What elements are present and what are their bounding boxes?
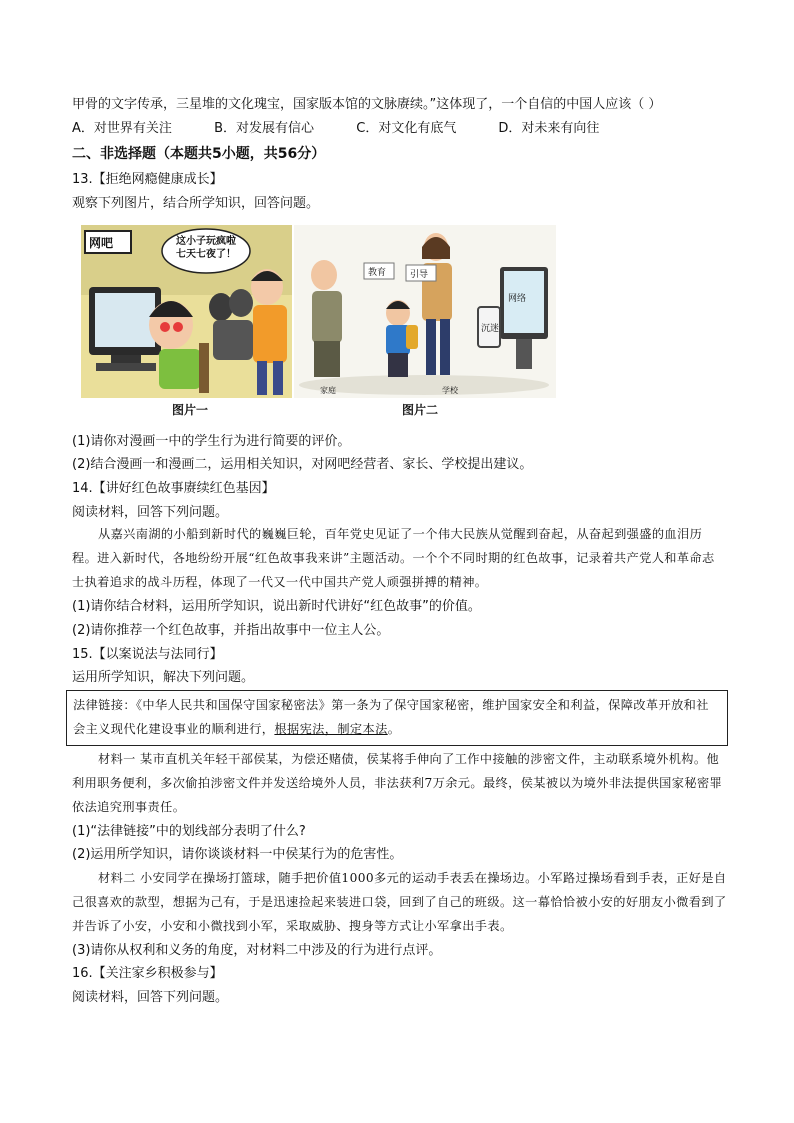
pic2-label-education: 教育 xyxy=(368,268,387,278)
q14-sub1: (1)请你结合材料，运用所学知识，说出新时代讲好“红色故事”的价值。 xyxy=(72,599,481,614)
q14-sub2: (2)请你推荐一个红色故事，并指出故事中一位主人公。 xyxy=(72,623,390,638)
pic1-caption: 图片一 xyxy=(172,403,209,417)
cartoon-family-school xyxy=(294,225,556,398)
q12-options xyxy=(72,119,599,139)
pic2-label-guide: 引导 xyxy=(410,270,429,280)
pic2-label-family: 家庭 xyxy=(320,386,336,395)
q13-instruction: 观察下列图片，结合所学知识，回答问题。 xyxy=(72,196,320,211)
q15-instruction: 运用所学知识，解决下列问题。 xyxy=(72,670,255,685)
law-link-underlined: 根据宪法，制定本法 xyxy=(274,722,388,736)
law-link-box xyxy=(66,690,728,746)
q15-heading: 15.【以案说法与法同行】 xyxy=(72,647,223,662)
cartoon-internet-cafe xyxy=(81,225,292,398)
pic2-label-addiction: 沉迷 xyxy=(481,324,500,334)
q14-material: 从嘉兴南湖的小船到新时代的巍巍巨轮，百年党史见证了一个伟大民族从觉醒到奋起，从奋起到强盛的血泪历程。进入新时代，各地纷纷开展“红色故事我来讲”主题活动。一个个不同时期的红色故事，记录着共产党人和革命志士执着追求的战斗历程，体现了一代又一代中国共产党人顽强拼搏的精神。 xyxy=(72,527,715,589)
q12-option-d[interactable]: D．对未来有向往 xyxy=(498,121,600,136)
pic2-label-school: 学校 xyxy=(442,386,458,395)
law-link-text: 法律链接：《中华人民共和国保守国家秘密法》第一条为了保守国家秘密，维护国家安全和利益，保障改革开放和社会主义现代化建设事业的顺利进行， xyxy=(73,698,709,736)
q13-sub2: (2)结合漫画一和漫画二，运用相关知识，对网吧经营者、家长、学校提出建议。 xyxy=(72,457,533,472)
pic2-caption: 图片二 xyxy=(402,403,439,417)
q15-material1: 材料一 某市直机关年轻干部侯某，为偿还赌债，侯某将手伸向了工作中接触的涉密文件，主动联系境外机构。他利用职务便利，多次偷拍涉密文件并发送给境外人员，非法获利7万余元。最终，侯某被以为境外非法提供国家秘密罪依法追究刑事责任。 xyxy=(72,752,723,814)
q12-option-b[interactable]: B．对发展有信心 xyxy=(214,121,315,136)
cafe-sign-text: 网吧 xyxy=(89,236,114,250)
q15-material2: 材料二 小安同学在操场打篮球，随手把价值1000多元的运动手表丢在操场边。小军路过操场看到手表，正好是自己很喜欢的款型，想据为己有，于是迅速捡起来装进口袋，回到了自己的班级。这一幕恰恰被小安的好朋友小微看到了并告诉了小安，小安和小微找到小军，采取威胁、搜身等方式让小军拿出手表。 xyxy=(72,871,727,933)
law-link-end: 。 xyxy=(387,722,401,736)
q15-sub3: (3)请你从权利和义务的角度，对材料二中涉及的行为进行点评。 xyxy=(72,943,442,958)
q14-heading: 14.【讲好红色故事赓续红色基因】 xyxy=(72,481,275,496)
speech-bubble-text: 这小子玩疯啦 七天七夜了！ xyxy=(176,236,236,260)
q12-stem-tail: 甲骨的文字传承，三星堆的文化瑰宝，国家版本馆的文脉赓续。”这体现了，一个自信的中国人应该（ ） xyxy=(72,97,662,112)
q13-heading: 13.【拒绝网瘾健康成长】 xyxy=(72,172,223,187)
q15-sub1: (1)“法律链接”中的划线部分表明了什么? xyxy=(72,824,306,839)
q16-instruction: 阅读材料，回答下列问题。 xyxy=(72,990,229,1005)
section2-title: 二、非选择题（本题共5小题，共56分） xyxy=(72,146,326,162)
q13-sub1: (1)请你对漫画一中的学生行为进行简要的评价。 xyxy=(72,434,351,449)
pic2-label-network: 网络 xyxy=(508,294,527,304)
q12-option-a[interactable]: A．对世界有关注 xyxy=(72,121,172,136)
q14-instruction: 阅读材料，回答下列问题。 xyxy=(72,505,229,520)
q12-option-c[interactable]: C．对文化有底气 xyxy=(356,121,457,136)
q16-heading: 16.【关注家乡积极参与】 xyxy=(72,966,223,981)
q15-sub2: (2)运用所学知识，请你谈谈材料一中侯某行为的危害性。 xyxy=(72,847,403,862)
